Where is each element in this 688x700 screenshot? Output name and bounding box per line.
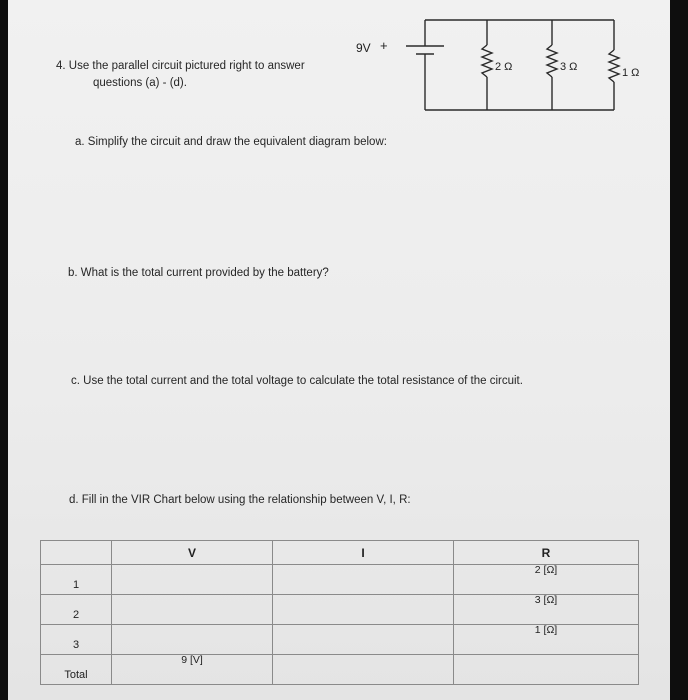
battery-label: 9V <box>356 41 371 55</box>
vir-header-i: I <box>273 541 454 565</box>
table-row <box>41 625 639 655</box>
i-cell[interactable] <box>273 595 454 625</box>
v-cell[interactable] <box>112 625 273 655</box>
parallel-circuit-diagram <box>338 10 668 120</box>
vir-chart <box>40 540 639 685</box>
r-cell[interactable] <box>454 655 639 685</box>
worksheet-page <box>8 0 670 700</box>
vir-header-blank <box>41 541 112 565</box>
row-label: Total <box>64 669 88 681</box>
v-cell[interactable] <box>112 595 273 625</box>
battery-plus-sign: + <box>380 38 388 53</box>
r-value: 2 [Ω] <box>534 564 558 576</box>
r-value: 1 [Ω] <box>534 624 558 636</box>
table-row <box>41 595 639 625</box>
v-value: 9 [V] <box>181 654 203 666</box>
part-d-prompt: d. Fill in the VIR Chart below using the relationship between V, I, R: <box>69 494 411 506</box>
resistor-1-label: 2 Ω <box>495 61 513 73</box>
r-cell[interactable] <box>454 625 639 655</box>
resistor-2 <box>547 45 557 77</box>
part-a-prompt: a. Simplify the circuit and draw the equivalent diagram below: <box>75 136 387 148</box>
row-label: 1 <box>72 579 80 591</box>
v-cell[interactable] <box>112 655 273 685</box>
resistor-2-label: 3 Ω <box>560 61 578 73</box>
i-cell[interactable] <box>273 565 454 595</box>
table-row <box>41 565 639 595</box>
vir-header-r: R <box>454 541 639 565</box>
part-b-prompt: b. What is the total current provided by the battery? <box>68 267 329 279</box>
row-label-cell <box>41 625 112 655</box>
i-cell[interactable] <box>273 655 454 685</box>
vir-header-v: V <box>112 541 273 565</box>
question-4-line2: questions (a) - (d). <box>93 77 187 89</box>
i-cell[interactable] <box>273 625 454 655</box>
row-label-cell <box>41 595 112 625</box>
row-label: 3 <box>72 639 80 651</box>
resistor-3 <box>609 50 619 82</box>
r-cell[interactable] <box>454 565 639 595</box>
part-c-prompt: c. Use the total current and the total voltage to calculate the total resistance of the circuit. <box>71 375 523 387</box>
r-value: 3 [Ω] <box>534 594 558 606</box>
vir-header-row <box>41 541 639 565</box>
resistor-3-label: 1 Ω <box>622 67 640 79</box>
row-label: 2 <box>72 609 80 621</box>
resistor-1 <box>482 45 492 77</box>
v-cell[interactable] <box>112 565 273 595</box>
row-label-cell <box>41 565 112 595</box>
row-label-cell <box>41 655 112 685</box>
question-4-line1: 4. Use the parallel circuit pictured right to answer <box>56 60 305 72</box>
table-row <box>41 655 639 685</box>
r-cell[interactable] <box>454 595 639 625</box>
